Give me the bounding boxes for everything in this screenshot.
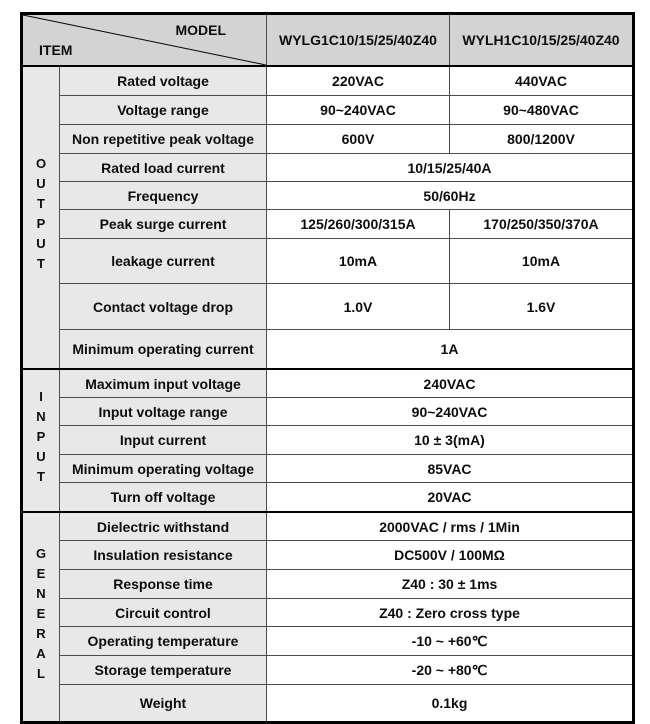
label-non-repetitive-peak-voltage: Non repetitive peak voltage xyxy=(60,125,267,154)
section-input-label: INPUT xyxy=(33,389,49,489)
value-contact-voltage-drop-wylh: 1.6V xyxy=(450,284,634,330)
value-storage-temperature: -20 ~ +80℃ xyxy=(267,656,634,685)
row-turn-off-voltage xyxy=(22,483,634,513)
row-peak-surge-current xyxy=(22,210,634,239)
row-frequency xyxy=(22,182,634,210)
label-frequency: Frequency xyxy=(60,182,267,210)
row-leakage-current xyxy=(22,239,634,284)
value-rated-voltage-wylh: 440VAC xyxy=(450,66,634,96)
spec-table xyxy=(20,12,635,724)
section-general-label: GENERAL xyxy=(33,545,49,686)
label-operating-temperature: Operating temperature xyxy=(60,627,267,656)
label-voltage-range: Voltage range xyxy=(60,96,267,125)
label-rated-load-current: Rated load current xyxy=(60,154,267,182)
value-voltage-range-wylh: 90~480VAC xyxy=(450,96,634,125)
value-leakage-current-wylg: 10mA xyxy=(267,239,450,284)
row-insulation-resistance xyxy=(22,541,634,570)
value-contact-voltage-drop-wylg: 1.0V xyxy=(267,284,450,330)
label-storage-temperature: Storage temperature xyxy=(60,656,267,685)
value-input-current: 10 ± 3(mA) xyxy=(267,426,634,455)
label-minimum-operating-current: Minimum operating current xyxy=(60,330,267,370)
row-operating-temperature xyxy=(22,627,634,656)
value-leakage-current-wylh: 10mA xyxy=(450,239,634,284)
row-circuit-control xyxy=(22,599,634,627)
label-contact-voltage-drop: Contact voltage drop xyxy=(60,284,267,330)
row-rated-voltage xyxy=(22,66,634,96)
row-rated-load-current xyxy=(22,154,634,182)
value-insulation-resistance: DC500V / 100MΩ xyxy=(267,541,634,570)
header-row xyxy=(22,14,634,67)
section-output-label: OUTPUT xyxy=(33,156,49,276)
row-maximum-input-voltage xyxy=(22,369,634,398)
label-circuit-control: Circuit control xyxy=(60,599,267,627)
label-maximum-input-voltage: Maximum input voltage xyxy=(60,369,267,398)
value-voltage-range-wylg: 90~240VAC xyxy=(267,96,450,125)
value-circuit-control: Z40 : Zero cross type xyxy=(267,599,634,627)
row-response-time xyxy=(22,570,634,599)
section-output xyxy=(22,66,60,369)
value-minimum-operating-current: 1A xyxy=(267,330,634,370)
label-insulation-resistance: Insulation resistance xyxy=(60,541,267,570)
value-response-time: Z40 : 30 ± 1ms xyxy=(267,570,634,599)
value-turn-off-voltage: 20VAC xyxy=(267,483,634,513)
value-rated-voltage-wylg: 220VAC xyxy=(267,66,450,96)
label-minimum-operating-voltage: Minimum operating voltage xyxy=(60,455,267,483)
value-maximum-input-voltage: 240VAC xyxy=(267,369,634,398)
label-input-current: Input current xyxy=(60,426,267,455)
value-operating-temperature: -10 ~ +60℃ xyxy=(267,627,634,656)
label-weight: Weight xyxy=(60,685,267,723)
value-weight: 0.1kg xyxy=(267,685,634,723)
label-dielectric-withstand: Dielectric withstand xyxy=(60,512,267,541)
value-dielectric-withstand: 2000VAC / rms / 1Min xyxy=(267,512,634,541)
value-frequency: 50/60Hz xyxy=(267,182,634,210)
label-response-time: Response time xyxy=(60,570,267,599)
row-minimum-operating-voltage xyxy=(22,455,634,483)
value-non-repetitive-peak-voltage-wylh: 800/1200V xyxy=(450,125,634,154)
row-non-repetitive-peak-voltage xyxy=(22,125,634,154)
model-name-wylh: WYLH1C10/15/25/40Z40 xyxy=(450,14,634,67)
section-general xyxy=(22,512,60,723)
row-storage-temperature xyxy=(22,656,634,685)
label-leakage-current: leakage current xyxy=(60,239,267,284)
row-input-current xyxy=(22,426,634,455)
row-weight xyxy=(22,685,634,723)
label-input-voltage-range: Input voltage range xyxy=(60,398,267,426)
item-header-label: ITEM xyxy=(39,42,73,58)
row-input-voltage-range xyxy=(22,398,634,426)
label-peak-surge-current: Peak surge current xyxy=(60,210,267,239)
model-header-label: MODEL xyxy=(175,22,226,38)
label-turn-off-voltage: Turn off voltage xyxy=(60,483,267,513)
value-rated-load-current: 10/15/25/40A xyxy=(267,154,634,182)
value-non-repetitive-peak-voltage-wylg: 600V xyxy=(267,125,450,154)
row-contact-voltage-drop xyxy=(22,284,634,330)
row-minimum-operating-current xyxy=(22,330,634,370)
value-peak-surge-current-wylg: 125/260/300/315A xyxy=(267,210,450,239)
label-rated-voltage: Rated voltage xyxy=(60,66,267,96)
value-input-voltage-range: 90~240VAC xyxy=(267,398,634,426)
row-voltage-range xyxy=(22,96,634,125)
section-input xyxy=(22,369,60,512)
model-name-wylg: WYLG1C10/15/25/40Z40 xyxy=(267,14,450,67)
value-minimum-operating-voltage: 85VAC xyxy=(267,455,634,483)
row-dielectric-withstand xyxy=(22,512,634,541)
item-model-diagonal-cell xyxy=(22,14,267,67)
value-peak-surge-current-wylh: 170/250/350/370A xyxy=(450,210,634,239)
